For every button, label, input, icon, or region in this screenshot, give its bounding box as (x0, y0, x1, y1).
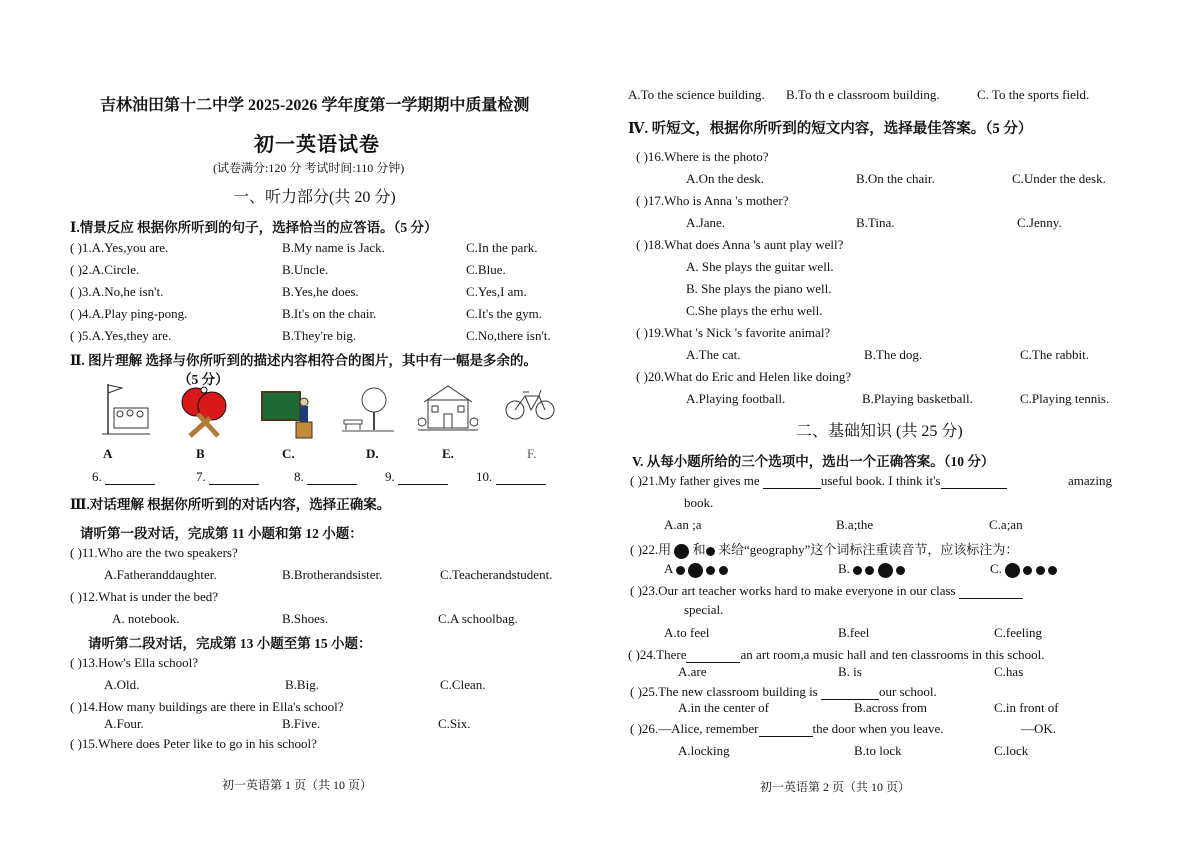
q11-option-c: C.Teacherandstudent. (440, 567, 553, 582)
q21-text-1: ( )21.My father gives me (630, 473, 760, 488)
q23-option-c: C.feeling (994, 625, 1043, 640)
exam-page-2 (600, 0, 1200, 847)
q20-option-b: B.Playing basketball. (862, 391, 973, 406)
q3-stem: ( )3.A.No,he isn't. (70, 284, 164, 299)
blank-number: 9. (385, 469, 395, 484)
q21-blank-1[interactable] (763, 476, 821, 489)
q22-text-3: 来给“geography”这个词标注重读音节，应该标注为： (717, 542, 1019, 557)
blank-number: 8. (294, 469, 304, 484)
q21-blank-2[interactable] (941, 476, 1007, 489)
dot-icon (1048, 566, 1057, 575)
q18-option-a: A. She plays the guitar well. (686, 259, 834, 274)
q25-option-a: A.in the center of (678, 700, 769, 715)
q25-blank[interactable] (821, 687, 879, 700)
q19-option-a: A.The cat. (686, 347, 741, 362)
q1-stem: ( )1.A.Yes,you are. (70, 240, 169, 255)
q3-option-c: C.Yes,I am. (466, 284, 527, 299)
section-3-heading: Ⅲ.对话理解 根据你所听到的对话内容，选择正确案。 (70, 497, 391, 512)
q25-stem (630, 684, 937, 700)
q13-stem: ( )13.How's Ella school? (70, 655, 198, 670)
blank-line (398, 472, 448, 485)
q18-option-c: C.She plays the erhu well. (686, 303, 823, 318)
picture-label-b: B (196, 446, 205, 461)
q22-text-2: 和 (692, 542, 706, 557)
school-title: 吉林油田第十二中学 2025-2026 学年度第一学期期中质量检测 (100, 97, 530, 114)
q20-option-c: C.Playing tennis. (1020, 391, 1110, 406)
q2-option-c: C.Blue. (466, 262, 506, 277)
q24-option-b: B. is (838, 664, 862, 679)
q15-option-a: A.To the science building. (628, 87, 765, 102)
q5-stem: ( )5.A.Yes,they are. (70, 328, 172, 343)
q21-text-2: useful book. I think it's (820, 473, 941, 488)
q16-option-c: C.Under the desk. (1012, 171, 1106, 186)
dot-icon (688, 563, 703, 578)
q21-stem (630, 473, 1007, 489)
dialog-2-intro: 请听第二段对话，完成第 13 小题至第 15 小题： (88, 636, 372, 651)
q17-stem: ( )17.Who is Anna 's mother? (636, 193, 789, 208)
q18-option-b: B. She plays the piano well. (686, 281, 832, 296)
q25-option-c: C.in front of (994, 700, 1059, 715)
q22-option-a (664, 561, 728, 578)
blank-number: 7. (196, 469, 206, 484)
q19-option-b: B.The dog. (864, 347, 923, 362)
q17-option-c: C.Jenny. (1017, 215, 1062, 230)
q5-option-c: C.No,there isn't. (466, 328, 551, 343)
q26-blank[interactable] (759, 724, 813, 737)
part-one-heading: 一、听力部分(共 20 分) (233, 189, 396, 206)
dialog-1-intro: 请听第一段对话，完成第 11 小题和第 12 小题： (80, 526, 363, 541)
q22-option-b (838, 561, 905, 578)
q4-stem: ( )4.A.Play ping-pong. (70, 306, 188, 321)
q4-option-c: C.It's the gym. (466, 306, 543, 321)
q11-option-a: A.Fatheranddaughter. (104, 567, 217, 582)
tree-bench-picture (340, 384, 396, 438)
picture-label-a: A (103, 446, 113, 461)
q22-option-c (990, 561, 1057, 578)
ping-pong-paddles-picture (178, 384, 230, 440)
q22-text-1: ( )22.用 (630, 542, 672, 557)
dot-icon (853, 566, 862, 575)
section-5-heading: V. 从每小题所给的三个选项中，选出一个正确答案。（10 分） (632, 454, 995, 469)
q13-option-c: C.Clean. (440, 677, 486, 692)
q26-text-2: the door when you leave. (812, 721, 944, 736)
q16-stem: ( )16.Where is the photo? (636, 149, 769, 164)
q25-text-1: ( )25.The new classroom building is (630, 684, 818, 699)
q24-stem (628, 647, 1044, 663)
q21-option-c: C.a;an (989, 517, 1023, 532)
picture-label-f: F. (527, 446, 537, 461)
q1-option-b: B.My name is Jack. (282, 240, 385, 255)
section-4-heading: Ⅳ. 听短文，根据你所听到的短文内容，选择最佳答案。（5 分） (628, 121, 1033, 137)
school-building-picture (418, 380, 478, 436)
exam-meta: (试卷满分:120 分 考试时间:110 分钟) (213, 161, 405, 175)
blank-line (209, 472, 259, 485)
q26-option-a: A.locking (678, 743, 730, 758)
q11-stem: ( )11.Who are the two speakers? (70, 545, 238, 560)
q13-option-a: A.Old. (104, 677, 140, 692)
q21-option-a: A.an ;a (664, 517, 702, 532)
q19-stem: ( )19.What 's Nick 's favorite animal? (636, 325, 831, 340)
q18-stem: ( )18.What does Anna 's aunt play well? (636, 237, 844, 252)
dot-icon (1036, 566, 1045, 575)
dot-icon (1005, 563, 1020, 578)
q22-option-b-label: B. (838, 561, 850, 576)
answer-blank-9[interactable] (385, 469, 448, 485)
q21-text-3: amazing (1068, 473, 1113, 488)
q15-option-c: C. To the sports field. (977, 87, 1090, 102)
answer-blank-10[interactable] (476, 469, 546, 485)
q19-option-c: C.The rabbit. (1020, 347, 1089, 362)
q21-text-4: book. (684, 495, 714, 510)
paper-title: 初一英语试卷 (254, 134, 380, 156)
q24-text-2: an art room,a music hall and ten classrooms in this school. (740, 647, 1045, 662)
picture-label-e: E. (442, 446, 454, 461)
dot-icon (865, 566, 874, 575)
q11-option-b: B.Brotherandsister. (282, 567, 383, 582)
q14-stem: ( )14.How many buildings are there in Ella's school? (70, 699, 344, 714)
dot-icon (676, 566, 685, 575)
q12-option-b: B.Shoes. (282, 611, 329, 626)
dot-icon (706, 566, 715, 575)
blank-line (307, 472, 357, 485)
q3-option-b: B.Yes,he does. (282, 284, 359, 299)
q15-option-b: B.To th e classroom building. (786, 87, 940, 102)
q17-option-b: B.Tina. (856, 215, 895, 230)
answer-blank-6[interactable] (92, 469, 155, 485)
q23-stem (630, 583, 1023, 599)
unstressed-syllable-dot-icon (706, 547, 715, 556)
q12-option-a: A. notebook. (112, 611, 180, 626)
picture-label-c: C. (282, 446, 295, 461)
q24-option-a: A.are (678, 664, 707, 679)
q16-option-a: A.On the desk. (686, 171, 764, 186)
section-1-heading: Ⅰ.情景反应 根据你所听到的句子，选择恰当的应答语。（5 分） (70, 220, 438, 235)
q23-text-1: ( )23.Our art teacher works hard to make everyone in our class (630, 583, 956, 598)
q5-option-b: B.They're big. (282, 328, 357, 343)
dot-icon (896, 566, 905, 575)
q16-option-b: B.On the chair. (856, 171, 935, 186)
q25-text-2: our school. (879, 684, 937, 699)
section-2-heading: Ⅱ. 图片理解 选择与你所听到的描述内容相符合的图片，其中有一幅是多余的。 (70, 353, 538, 368)
q26-stem (630, 721, 944, 737)
q23-option-b: B.feel (838, 625, 870, 640)
q2-stem: ( )2.A.Circle. (70, 262, 140, 277)
picture-label-d: D. (366, 446, 379, 461)
part-two-heading: 二、基础知识 (共 25 分) (796, 423, 963, 440)
q26-text-3: —OK. (1021, 721, 1057, 736)
q20-option-a: A.Playing football. (686, 391, 786, 406)
q22-stem (630, 539, 1018, 559)
page-2-footer: 初一英语第 2 页（共 10 页） (760, 780, 911, 794)
q20-stem: ( )20.What do Eric and Helen like doing? (636, 369, 852, 384)
bicycle-picture (505, 386, 555, 422)
blank-line (496, 472, 546, 485)
q14-option-b: B.Five. (282, 716, 321, 731)
school-flag-picture (100, 380, 152, 436)
q14-option-c: C.Six. (438, 716, 471, 731)
dot-icon (1023, 566, 1032, 575)
dot-icon (719, 566, 728, 575)
stressed-syllable-dot-icon (674, 544, 689, 559)
q22-option-c-label: C. (990, 561, 1002, 576)
answer-blank-7[interactable] (196, 469, 259, 485)
q24-blank[interactable] (686, 650, 740, 663)
answer-blank-8[interactable] (294, 469, 357, 485)
q12-stem: ( )12.What is under the bed? (70, 589, 219, 604)
q14-option-a: A.Four. (104, 716, 144, 731)
q23-text-2: special. (684, 602, 724, 617)
q17-option-a: A.Jane. (686, 215, 725, 230)
q26-text-1: ( )26.—Alice, remember (630, 721, 759, 736)
q22-option-a-label: A (664, 561, 673, 576)
q26-option-c: C.lock (994, 743, 1029, 758)
blackboard-teacher-picture (260, 388, 318, 440)
q13-option-b: B.Big. (285, 677, 319, 692)
blank-line (105, 472, 155, 485)
q24-text-1: ( )24.There (628, 647, 687, 662)
section-2-score: （5 分） (178, 372, 229, 387)
q25-option-b: B.across from (854, 700, 927, 715)
q23-option-a: A.to feel (664, 625, 710, 640)
q21-option-b: B.a;the (836, 517, 874, 532)
q15-stem: ( )15.Where does Peter like to go in his school? (70, 736, 317, 751)
page-1-footer: 初一英语第 1 页（共 10 页） (222, 778, 373, 792)
q24-option-c: C.has (994, 664, 1024, 679)
dot-icon (878, 563, 893, 578)
q12-option-c: C.A schoolbag. (438, 611, 518, 626)
q23-blank[interactable] (959, 586, 1023, 599)
blank-number: 6. (92, 469, 102, 484)
q26-option-b: B.to lock (854, 743, 902, 758)
q4-option-b: B.It's on the chair. (282, 306, 377, 321)
q2-option-b: B.Uncle. (282, 262, 329, 277)
blank-number: 10. (476, 469, 493, 484)
q1-option-c: C.In the park. (466, 240, 538, 255)
